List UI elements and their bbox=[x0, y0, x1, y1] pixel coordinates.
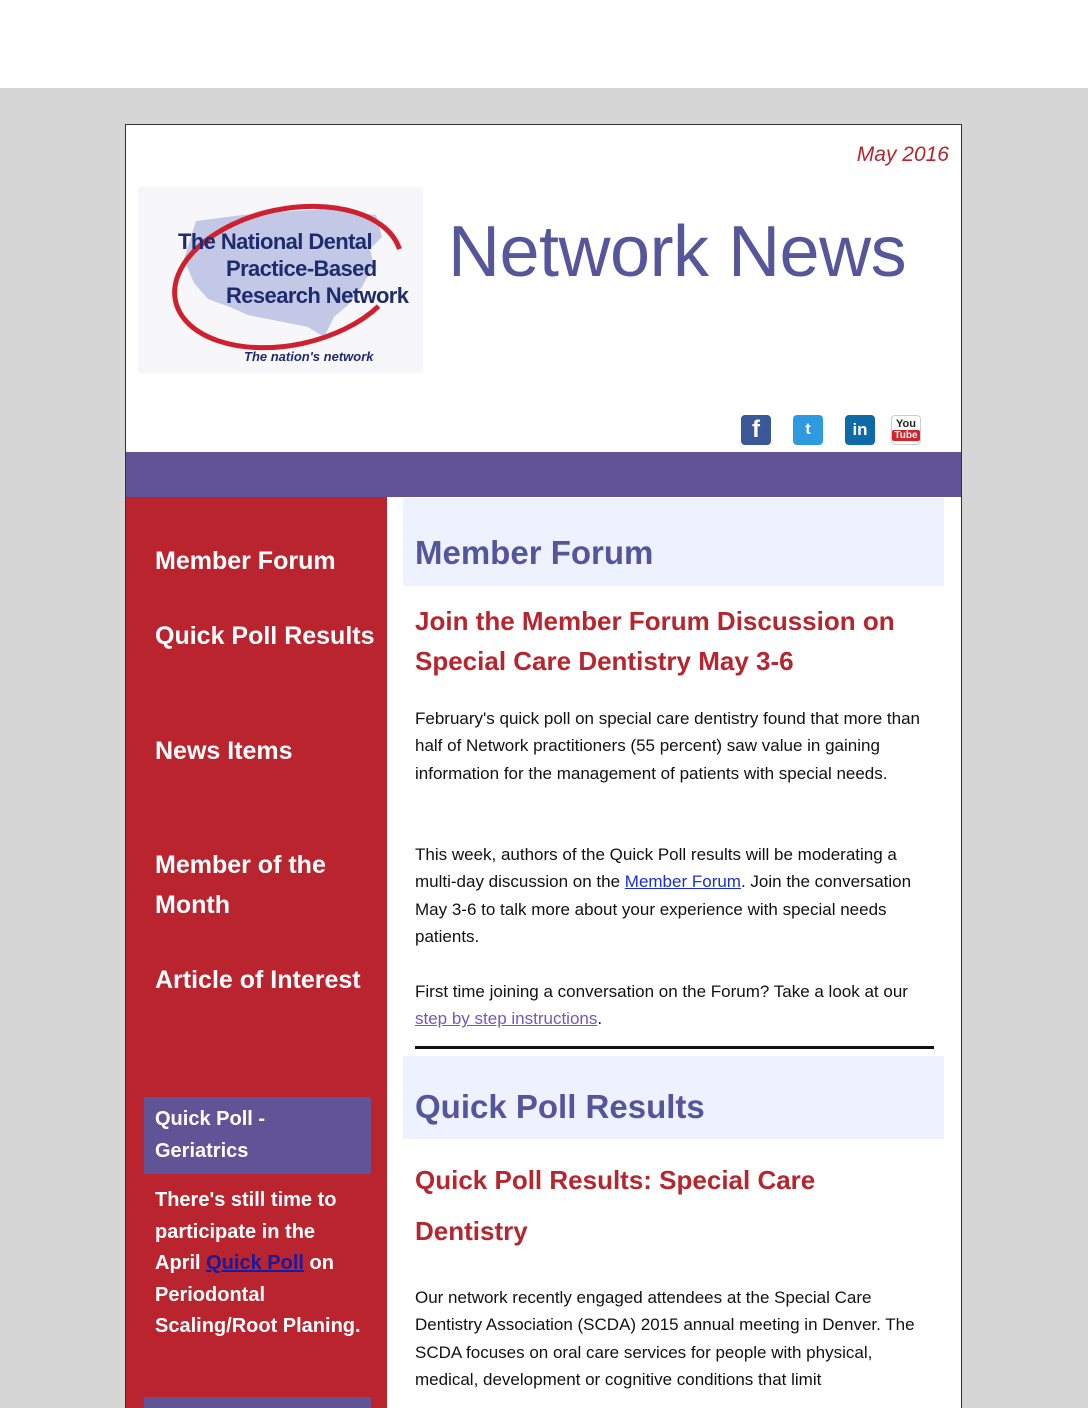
youtube-icon[interactable]: You Tube bbox=[891, 415, 921, 445]
logo-line-2: Practice-Based bbox=[226, 256, 377, 281]
ndpbrn-logo[interactable] bbox=[138, 187, 423, 373]
logo-line-1: The National Dental bbox=[178, 229, 372, 254]
quick-poll-results-subheading[interactable]: Quick Poll Results: Special Care Dentistry bbox=[415, 1165, 816, 1246]
logo-tagline: The nation's network bbox=[244, 349, 374, 364]
member-forum-paragraph-1: February's quick poll on special care dentistry found that more than half of Network practitioners (55 percent) saw value in gaining information for the management of patients with special needs. bbox=[415, 709, 921, 783]
newsletter-title: Network News bbox=[448, 212, 907, 292]
sidebar bbox=[126, 497, 387, 1408]
header-divider-bar bbox=[126, 452, 962, 497]
facebook-icon[interactable]: f bbox=[741, 415, 771, 445]
section-heading-quick-poll-results: Quick Poll Results bbox=[403, 1056, 944, 1139]
member-forum-paragraph-3: First time joining a conversation on the Forum? Take a look at our step by step instructions. bbox=[415, 982, 908, 1029]
quick-poll-link[interactable]: Quick Poll bbox=[206, 1252, 304, 1274]
section-heading-member-forum: Member Forum bbox=[403, 498, 944, 586]
step-by-step-instructions-link[interactable]: step by step instructions bbox=[415, 1009, 598, 1029]
quick-poll-box-text: There's still time to participate in the April Quick Poll on Periodontal Scaling/Root Planing. bbox=[155, 1189, 361, 1337]
member-forum-link[interactable]: Member Forum bbox=[624, 872, 741, 892]
quick-poll-results-paragraph-1: Our network recently engaged attendees at the Special Care Dentistry Association (SCDA) 2015 annual meeting in Denver. The SCDA focuses on oral care services for people with physical, medical, development or cognitive conditions that limit bbox=[415, 1288, 915, 1389]
member-forum-subheading[interactable]: Join the Member Forum Discussion on Special Care Dentistry May 3-6 bbox=[415, 606, 895, 676]
logo-line-3: Research Network bbox=[226, 283, 409, 308]
issue-date: May 2016 bbox=[856, 143, 949, 166]
sidebar-item-member-of-the-month[interactable]: Member of the Month bbox=[155, 851, 326, 919]
sidebar-item-article-of-interest[interactable]: Article of Interest bbox=[155, 966, 361, 994]
linkedin-icon[interactable]: in bbox=[845, 415, 875, 445]
newsletter-card bbox=[125, 124, 962, 1408]
member-forum-paragraph-2: This week, authors of the Quick Poll results will be moderating a multi-day discussion on the Member Forum. Join the conversation May 3-6 to talk more about your experience with special needs patients. bbox=[415, 845, 912, 946]
sidebar-item-news-items[interactable]: News Items bbox=[155, 737, 293, 765]
section-divider bbox=[415, 1046, 934, 1049]
quick-poll-box-heading: Quick Poll - Geriatrics bbox=[144, 1097, 371, 1174]
page-top-margin bbox=[0, 0, 1088, 88]
twitter-icon[interactable]: t bbox=[793, 415, 823, 445]
sidebar-box-2-heading bbox=[144, 1397, 371, 1408]
sidebar-item-quick-poll-results[interactable]: Quick Poll Results bbox=[155, 622, 375, 650]
sidebar-item-member-forum[interactable]: Member Forum bbox=[155, 547, 336, 575]
